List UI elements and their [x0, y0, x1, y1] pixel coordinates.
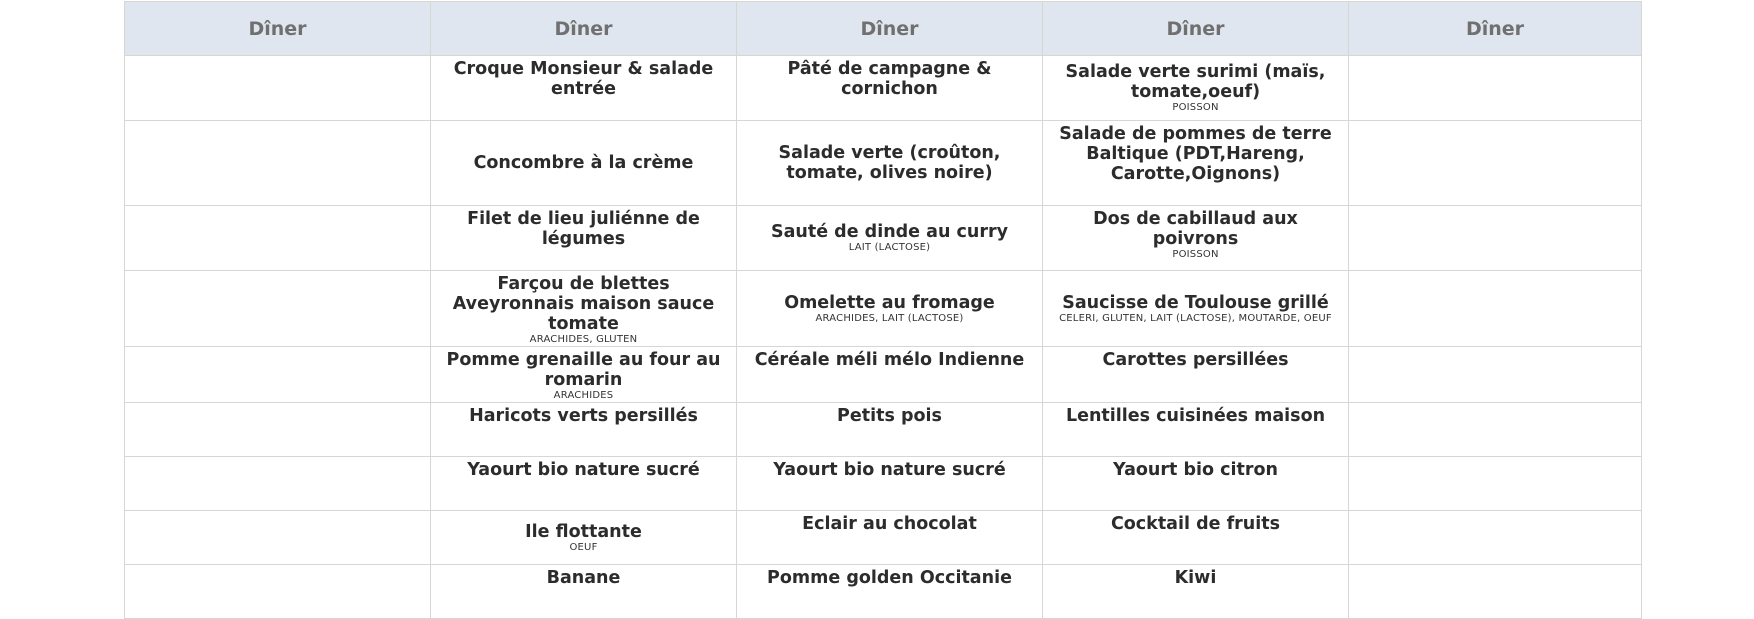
menu-cell: [125, 56, 431, 121]
allergen-note: CELERI, GLUTEN, LAIT (LACTOSE), MOUTARDE, OEUF: [1059, 312, 1332, 324]
header-cell: Dîner: [431, 2, 737, 56]
menu-cell: [431, 457, 737, 511]
menu-cell: [1043, 565, 1349, 619]
menu-cell: [125, 457, 431, 511]
dish-name: Salade verte (croûton, tomate, olives noire): [778, 143, 1001, 183]
menu-cell: [125, 121, 431, 206]
menu-cell: [431, 403, 737, 457]
dish-name: Dos de cabillaud aux poivrons: [1093, 209, 1298, 249]
dish-name: Lentilles cuisinées maison: [1065, 406, 1326, 426]
menu-cell: [1349, 206, 1642, 271]
table-row: [125, 457, 1642, 511]
menu-cell: [1349, 271, 1642, 347]
menu-cell: [737, 457, 1043, 511]
menu-cell: [1349, 121, 1642, 206]
header-cell: Dîner: [125, 2, 431, 56]
allergen-note: ARACHIDES, GLUTEN: [529, 334, 638, 345]
table-row: [125, 347, 1642, 403]
dish-name: Filet de lieu juliénne de légumes: [467, 209, 700, 249]
menu-cell: [431, 565, 737, 619]
table-row: [125, 56, 1642, 121]
dish-name: Ile flottante: [525, 521, 642, 542]
menu-table: [124, 1, 1642, 619]
dish-name: Kiwi: [1174, 568, 1217, 588]
table-row: [125, 565, 1642, 619]
dish-name: Yaourt bio nature sucré: [773, 460, 1006, 480]
dish-name: Salade verte surimi (maïs, tomate,oeuf): [1065, 62, 1326, 102]
allergen-note: ARACHIDES: [553, 390, 614, 401]
allergen-note: POISSON: [1172, 249, 1219, 260]
dish-name: Farçou de blettes Aveyronnais maison sauce tomate: [452, 274, 715, 334]
dish-name: Concombre à la crème: [473, 153, 694, 173]
dish-name: Yaourt bio citron: [1113, 460, 1278, 480]
header-row: [125, 2, 1642, 56]
menu-cell: [1349, 347, 1642, 403]
dish-name: Sauté de dinde au curry: [770, 222, 1009, 242]
menu-cell: [1043, 457, 1349, 511]
menu-body: [125, 56, 1642, 619]
menu-cell: [431, 511, 737, 565]
allergen-note: POISSON: [1172, 102, 1219, 113]
menu-cell: [125, 206, 431, 271]
table-row: [125, 121, 1642, 206]
menu-cell: [1043, 271, 1349, 347]
menu-cell: [125, 403, 431, 457]
menu-cell: [737, 511, 1043, 565]
menu-cell: [737, 347, 1043, 403]
dish-name: Eclair au chocolat: [802, 514, 977, 534]
menu-cell: [1043, 206, 1349, 271]
table-row: [125, 403, 1642, 457]
menu-cell: [1349, 511, 1642, 565]
menu-cell: [1043, 511, 1349, 565]
menu-cell: [431, 56, 737, 121]
menu-cell: [1349, 457, 1642, 511]
menu-cell: [431, 271, 737, 347]
allergen-note: LAIT (LACTOSE): [848, 242, 931, 253]
dish-name: Salade de pommes de terre Baltique (PDT,Hareng, Carotte,Oignons): [1059, 124, 1332, 184]
menu-cell: [431, 347, 737, 403]
header-cell: Dîner: [737, 2, 1043, 56]
menu-cell: [431, 206, 737, 271]
dish-name: Cocktail de fruits: [1110, 514, 1281, 534]
menu-cell: [737, 403, 1043, 457]
dish-name: Omelette au fromage: [784, 292, 995, 313]
menu-cell: [1349, 403, 1642, 457]
menu-cell: [737, 271, 1043, 347]
menu-cell: [737, 56, 1043, 121]
dish-name: Pâté de campagne & cornichon: [787, 59, 992, 99]
menu-cell: [1043, 121, 1349, 206]
dish-name: Yaourt bio nature sucré: [467, 460, 700, 480]
header-cell: Dîner: [1349, 2, 1642, 56]
header-cell: Dîner: [1043, 2, 1349, 56]
menu-cell: [1349, 56, 1642, 121]
menu-cell: [125, 565, 431, 619]
menu-cell: [431, 121, 737, 206]
menu-cell: [125, 271, 431, 347]
menu-cell: [737, 121, 1043, 206]
table-row: [125, 271, 1642, 347]
dish-name: Pomme grenaille au four au romarin: [446, 350, 721, 390]
menu-cell: [125, 347, 431, 403]
allergen-note: OEUF: [569, 541, 598, 553]
allergen-note: ARACHIDES, LAIT (LACTOSE): [815, 312, 964, 324]
dish-name: Banane: [546, 568, 621, 588]
dish-name: Carottes persillées: [1102, 350, 1289, 370]
table-row: [125, 511, 1642, 565]
menu-header: [125, 2, 1642, 56]
dish-name: Petits pois: [837, 406, 942, 426]
menu-cell: [737, 565, 1043, 619]
menu-cell: [1043, 347, 1349, 403]
dish-name: Céréale méli mélo Indienne: [754, 350, 1025, 370]
dish-name: Haricots verts persillés: [469, 406, 698, 426]
menu-cell: [1043, 403, 1349, 457]
menu-cell: [1043, 56, 1349, 121]
menu-cell: [1349, 565, 1642, 619]
menu-cell: [737, 206, 1043, 271]
dish-name: Croque Monsieur & salade entrée: [453, 59, 714, 99]
menu-cell: [125, 511, 431, 565]
dish-name: Pomme golden Occitanie: [767, 568, 1012, 588]
dish-name: Saucisse de Toulouse grillé: [1062, 292, 1329, 313]
table-row: [125, 206, 1642, 271]
